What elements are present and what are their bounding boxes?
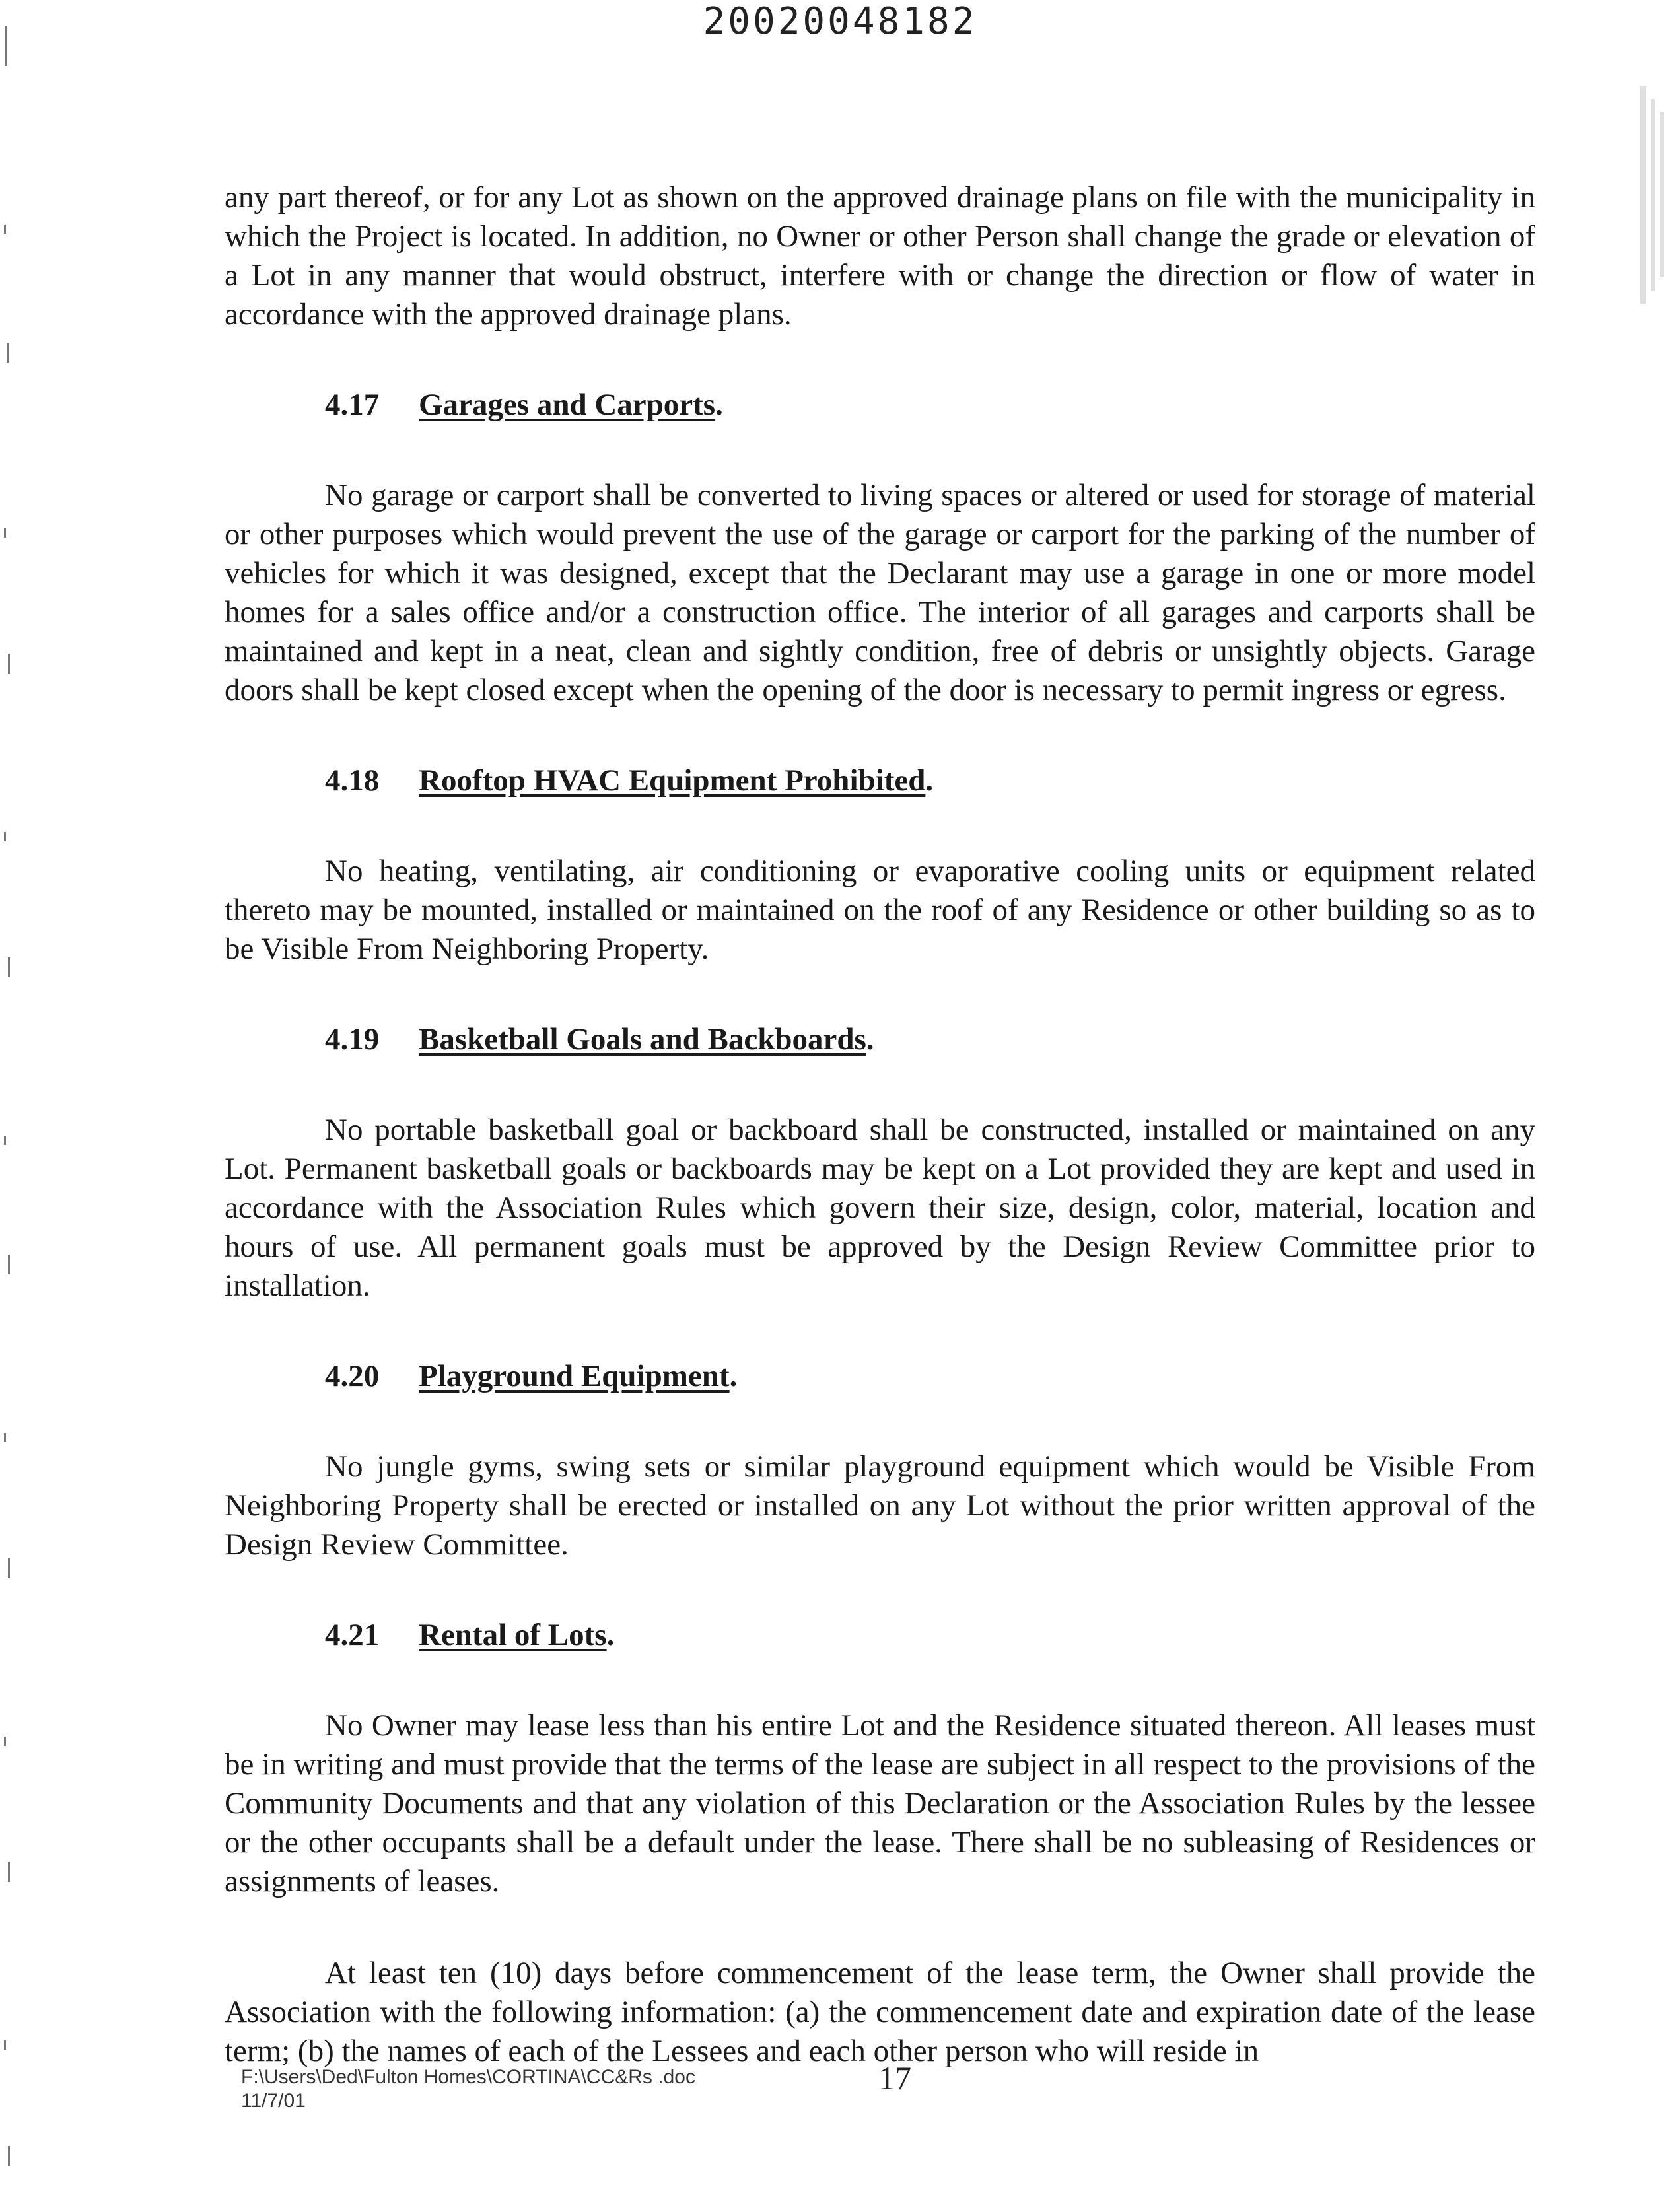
scan-margin-marks — [0, 0, 26, 2187]
section-title: Garages and Carports — [419, 388, 716, 422]
scan-edge-stamp — [1634, 86, 1673, 304]
section-paragraph-4-18: No heating, ventilating, air conditioning or evaporative cooling units or equipment related thereto may be mounted, installed or maintained on the roof of any Residence or other building so as to be Visible From Neighboring Property. — [225, 854, 1535, 966]
section-paragraph-4-17: No garage or carport shall be converted to living spaces or altered or used for storage of material or other purposes which would prevent the use of the garage or carport for the parking of the number of vehicles for which it was designed, except that the Declarant may use a garage in one or more model homes for a sales office and/or a construction office. The interior of all garages and carports shall be maintained and kept in a neat, clean and sightly condition, free of debris or unsightly objects. Garage doors shall be kept closed except when the opening of the door is necessary to permit ingress or egress. — [225, 478, 1535, 707]
page-number: 17 — [878, 2060, 911, 2097]
section-paragraph-4-19: No portable basketball goal or backboard shall be constructed, installed or maintained on any Lot. Permanent basketball goals or backboards may be kept on a Lot provided they are kept and used in accordance with the Association Rules which govern their size, design, color, material, location and hours of use. All permanent goals must be approved by the Design Review Committee prior to installation. — [225, 1113, 1535, 1303]
section-heading-4-21: 4.21 Rental of Lots. — [225, 1616, 1535, 1655]
footer-file-path: F:\Users\Ded\Fulton Homes\CORTINA\CC&Rs .doc — [241, 2066, 695, 2088]
section-title: Basketball Goals and Backboards — [419, 1022, 866, 1057]
section-number: 4.17 — [325, 388, 380, 422]
section-heading-4-19: 4.19 Basketball Goals and Backboards. — [225, 1020, 1535, 1059]
footer-date: 11/7/01 — [241, 2090, 306, 2112]
document-body — [225, 178, 1535, 2071]
section-title: Playground Equipment — [419, 1359, 730, 1393]
section-number: 4.18 — [325, 763, 380, 798]
section-number: 4.19 — [325, 1022, 380, 1057]
footer-file-info — [241, 2066, 695, 2113]
section-paragraph-4-21: No Owner may lease less than his entire Lot and the Residence situated thereon. All leases must be in writing and must provide that the terms of the lease are subject in all respect to the provisions of the Community Documents and that any violation of this Declaration or the Association Rules by the lessee or the other occupants shall be a default under the lease. There shall be no subleasing of Residences or assignments of leases. — [225, 1708, 1535, 1898]
section-paragraph-4-21-b: At least ten (10) days before commencement of the lease term, the Owner shall provide the Association with the following information: (a) the commencement date and expiration date of the lease term; (b) the names of each of the Lessees and each other person who will reside in — [225, 1956, 1535, 2068]
section-heading-4-20: 4.20 Playground Equipment. — [225, 1357, 1535, 1396]
section-number: 4.21 — [325, 1618, 380, 1652]
section-title: Rooftop HVAC Equipment Prohibited — [419, 763, 926, 798]
document-number: 20020048182 — [703, 0, 977, 43]
section-paragraph-4-20: No jungle gyms, swing sets or similar playground equipment which would be Visible From Neighboring Property shall be erected or installed on any Lot without the prior written approval of the Design Review Committee. — [225, 1449, 1535, 1562]
continuation-paragraph: any part thereof, or for any Lot as shown on the approved drainage plans on file with the municipality in which the Project is located. In addition, no Owner or other Person shall change the grade or elevation of a Lot in any manner that would obstruct, interfere with or change the direction or flow of water in accordance with the approved drainage plans. — [225, 180, 1535, 331]
section-heading-4-17: 4.17 Garages and Carports. — [225, 386, 1535, 425]
section-heading-4-18: 4.18 Rooftop HVAC Equipment Prohibited. — [225, 761, 1535, 800]
section-title: Rental of Lots — [419, 1618, 607, 1652]
section-number: 4.20 — [325, 1359, 380, 1393]
